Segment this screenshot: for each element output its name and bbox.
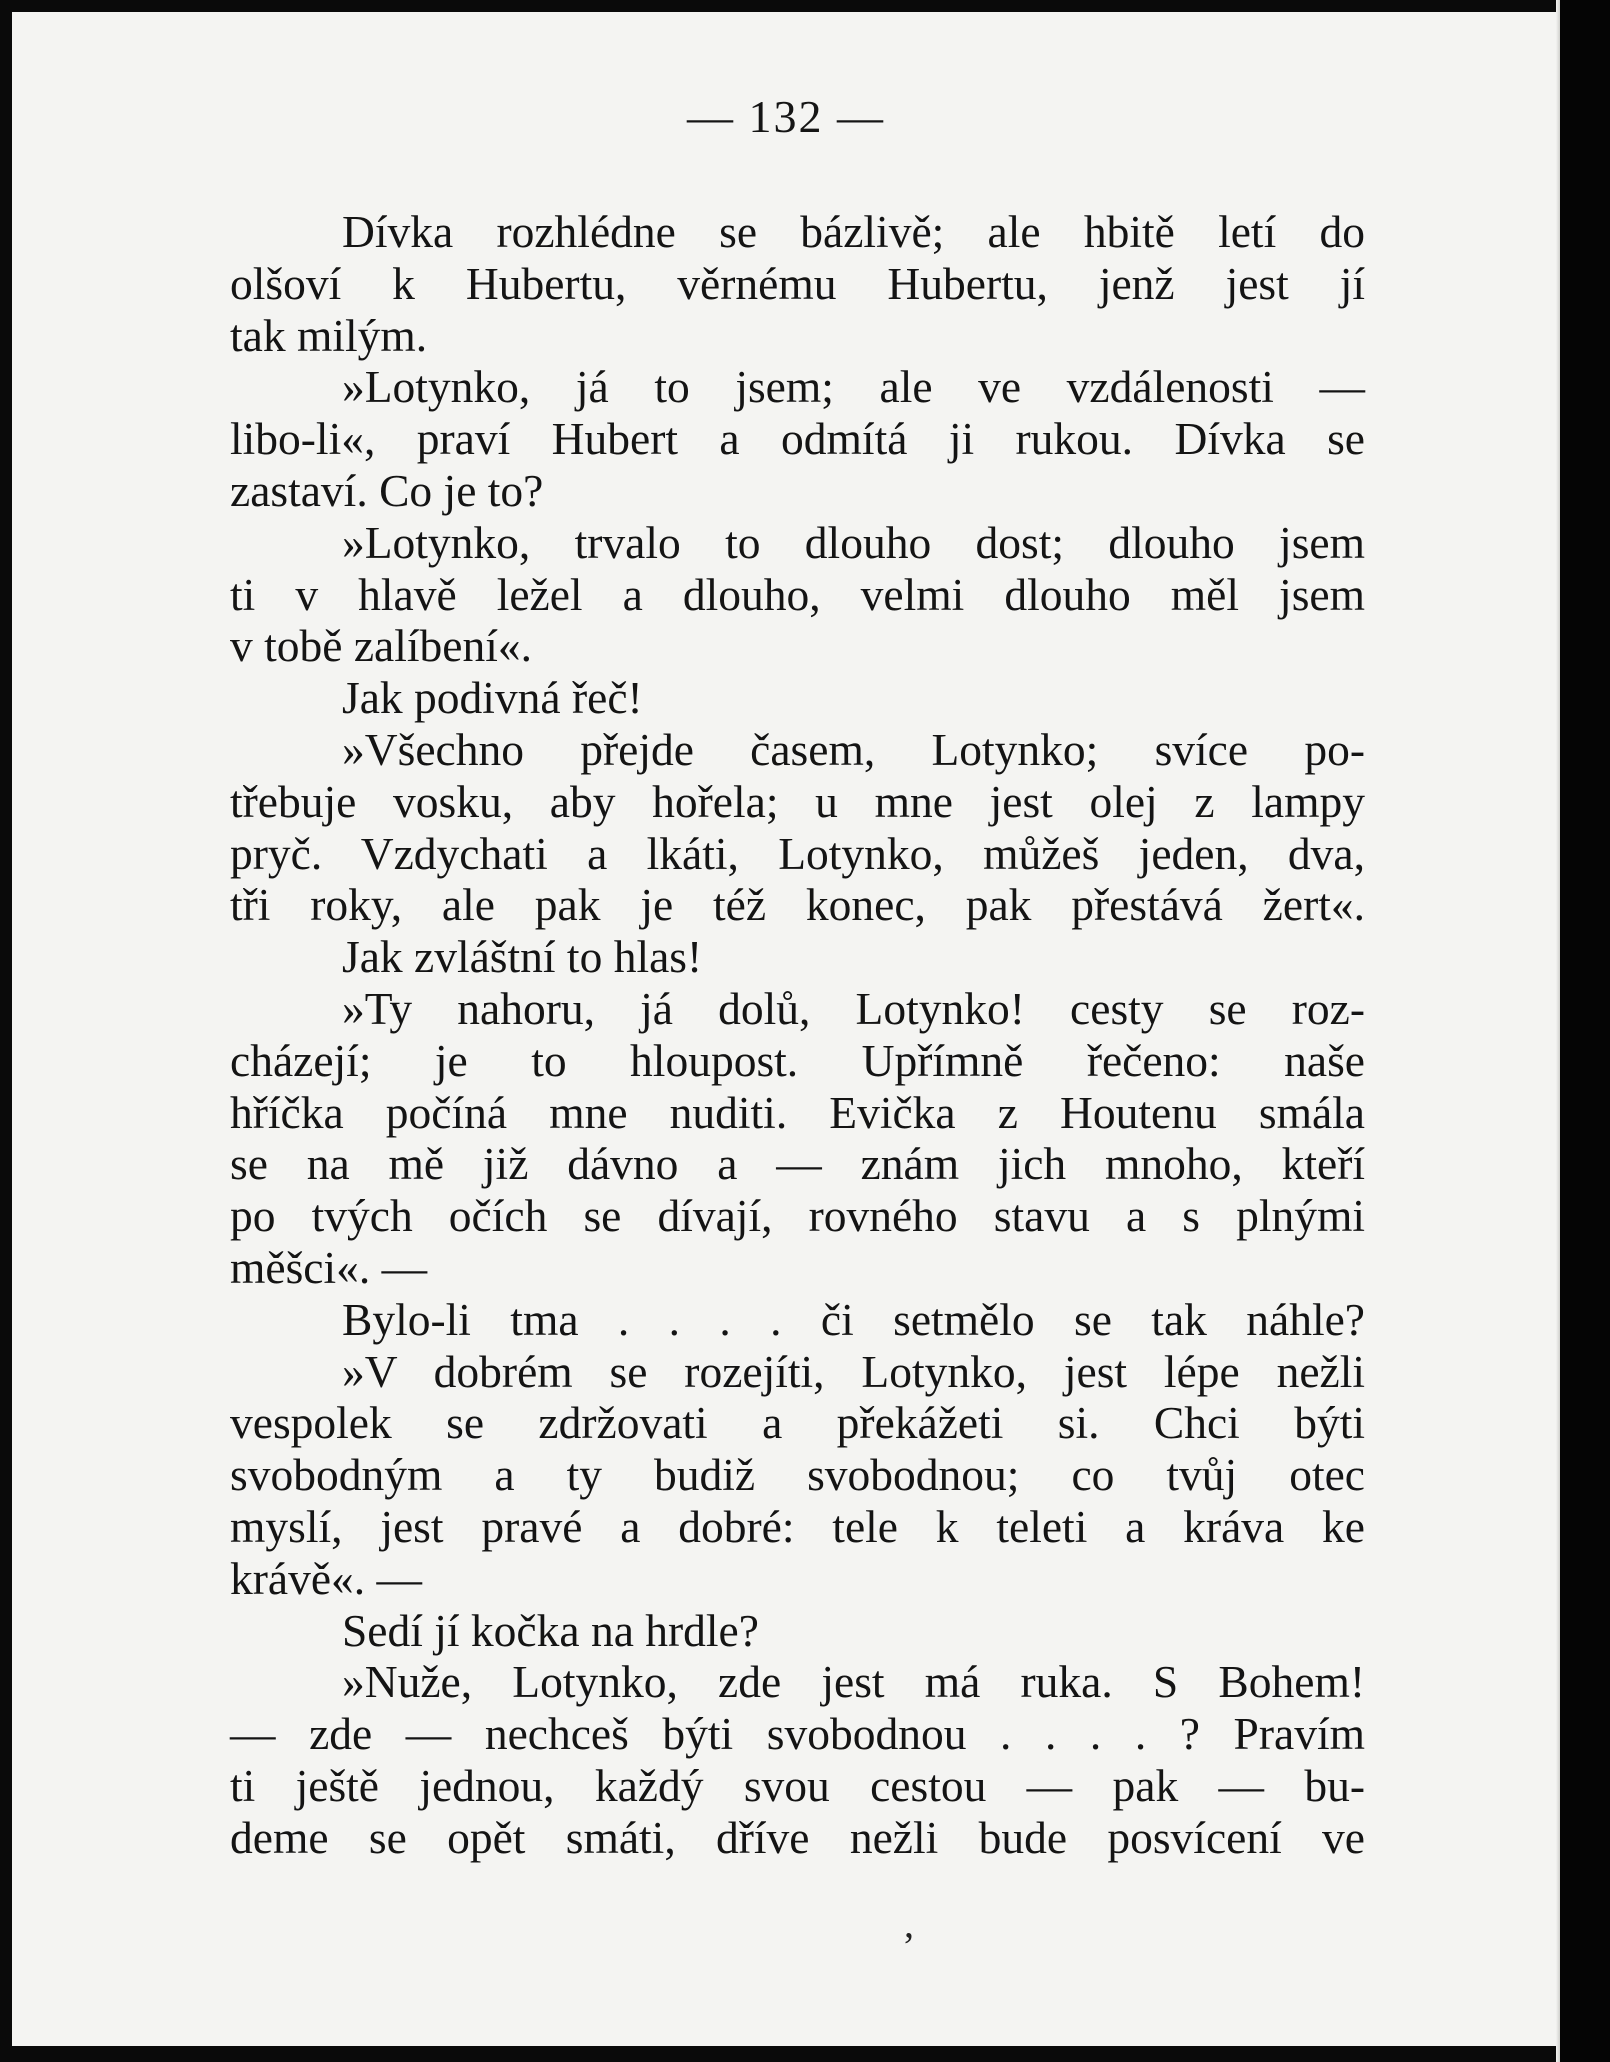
body-text: [230, 206, 1365, 1864]
text-line: »Ty nahoru, já dolů, Lotynko! cesty se roz-: [342, 982, 1365, 1034]
book-spine: [1560, 0, 1610, 2062]
text-line: Jak podivná řeč!: [342, 672, 643, 724]
page-number: — 132 —: [687, 91, 885, 142]
text-line: tři roky, ale pak je též konec, pak přestává žert«.: [230, 879, 1365, 931]
text-line: zastaví. Co je to?: [230, 464, 544, 516]
text-line: Jak zvláštní to hlas!: [342, 931, 703, 983]
text-line: vespolek se zdržovati a překážeti si. Chci býti: [230, 1397, 1365, 1449]
text-line: krávě«. —: [230, 1552, 423, 1604]
text-line: libo-li«, praví Hubert a odmítá ji rukou. Dívka se: [230, 413, 1365, 465]
text-line: »V dobrém se rozejíti, Lotynko, jest lépe nežli: [342, 1345, 1365, 1397]
text-line: ti ještě jednou, každý svou cestou — pak — bu-: [230, 1759, 1365, 1811]
text-line: měšci«. —: [230, 1241, 428, 1293]
text-line: se na mě již dávno a — znám jich mnoho, kteří: [230, 1138, 1365, 1190]
text-line: Sedí jí kočka na hrdle?: [342, 1604, 759, 1656]
book-page: [12, 12, 1560, 2046]
text-line: hříčka počíná mne nuditi. Evička z Houtenu smála: [230, 1086, 1365, 1138]
text-line: »Nuže, Lotynko, zde jest má ruka. S Bohem!: [342, 1656, 1365, 1708]
text-line: »Lotynko, trvalo to dlouho dost; dlouho jsem: [342, 516, 1365, 568]
text-line: svobodným a ty budiž svobodnou; co tvůj otec: [230, 1449, 1365, 1501]
text-line: Dívka rozhlédne se bázlivě; ale hbitě letí do: [342, 206, 1365, 257]
footer-mark: ,: [904, 1901, 914, 1946]
text-line: tak milým.: [230, 309, 428, 361]
text-line: — zde — nechceš býti svobodnou . . . . ? Pravím: [230, 1708, 1365, 1760]
text-line: ti v hlavě ležel a dlouho, velmi dlouho měl jsem: [230, 568, 1365, 620]
text-line: »Všechno přejde časem, Lotynko; svíce po-: [342, 723, 1365, 775]
text-line: Bylo-li tma . . . . či setmělo se tak náhle?: [342, 1293, 1365, 1345]
text-line: myslí, jest pravé a dobré: tele k teleti a kráva ke: [230, 1500, 1365, 1552]
text-line: třebuje vosku, aby hořela; u mne jest olej z lampy: [230, 775, 1365, 827]
text-line: »Lotynko, já to jsem; ale ve vzdálenosti —: [342, 361, 1365, 413]
text-line: v tobě zalíbení«.: [230, 620, 532, 672]
text-line: po tvých očích se dívají, rovného stavu a s plnými: [230, 1190, 1365, 1242]
text-line: deme se opět smáti, dříve nežli bude posvícení ve: [230, 1811, 1365, 1863]
text-line: pryč. Vzdychati a lkáti, Lotynko, můžeš jeden, dva,: [230, 827, 1365, 879]
text-line: olšoví k Hubertu, věrnému Hubertu, jenž jest jí: [230, 257, 1365, 309]
text-line: cházejí; je to hloupost. Upřímně řečeno: naše: [230, 1034, 1365, 1086]
